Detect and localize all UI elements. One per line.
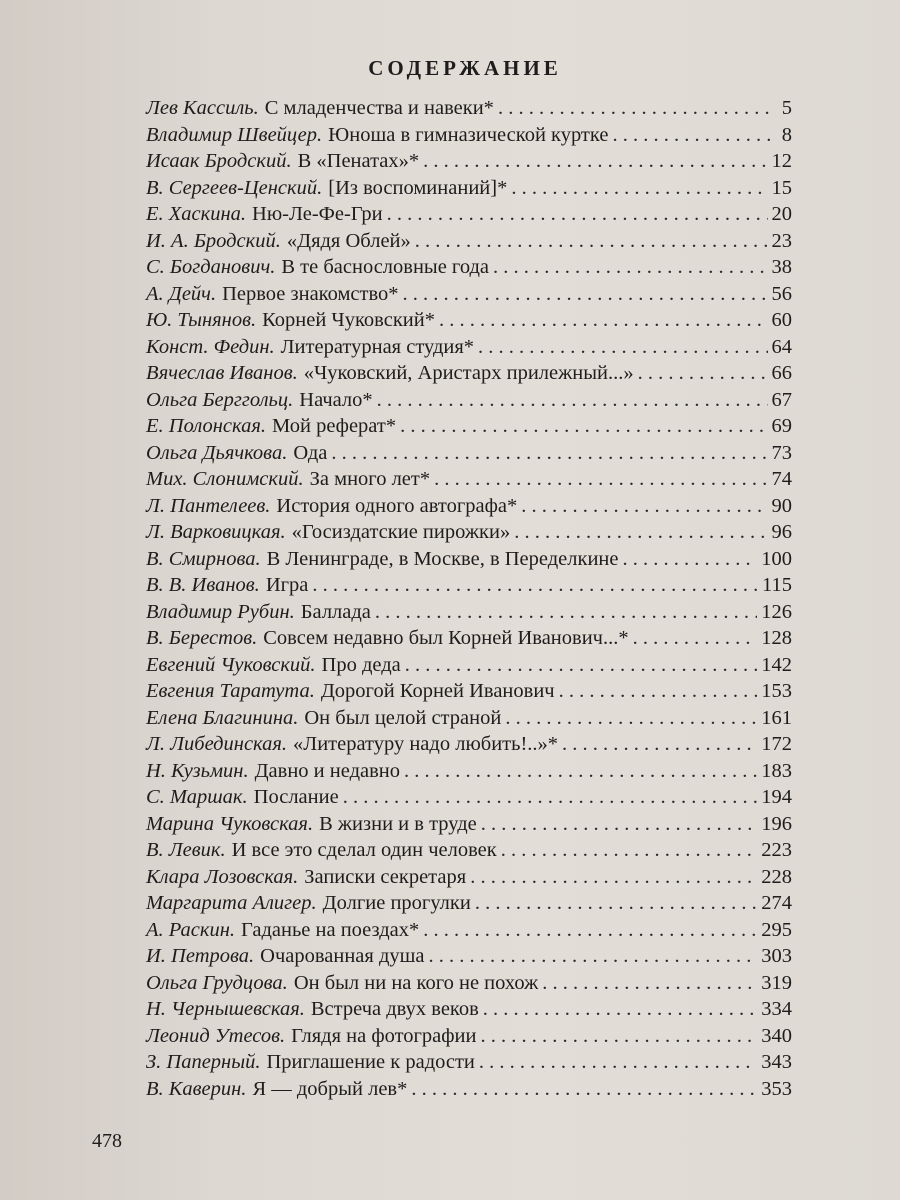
toc-author: Ольга Грудцова. xyxy=(146,971,288,994)
toc-author: Евгений Чуковский. xyxy=(146,653,316,676)
toc-dot-leader xyxy=(434,468,767,491)
toc-entry xyxy=(146,813,792,840)
toc-entry xyxy=(146,124,792,151)
toc-author: Л. Либединская. xyxy=(146,733,288,755)
toc-dot-leader xyxy=(612,124,770,147)
toc-work-title: Ню-Ле-Фе-Гри xyxy=(252,203,383,225)
toc-author: З. Паперный. xyxy=(146,1051,261,1073)
toc-work-title: Глядя на фотографии xyxy=(291,1024,477,1047)
toc-author: Ольга Берггольц. xyxy=(146,388,294,411)
toc-work-title: Начало* xyxy=(299,388,373,411)
toc-page-number: 90 xyxy=(771,494,792,517)
toc-author: Евгения Таратута. xyxy=(146,680,315,702)
toc-work-title: Встреча двух веков xyxy=(310,998,479,1020)
toc-dot-leader xyxy=(470,866,757,889)
toc-dot-leader xyxy=(404,760,757,783)
toc-page-number: 196 xyxy=(761,812,792,835)
toc-entry xyxy=(146,362,792,389)
toc-dot-leader xyxy=(423,919,757,942)
toc-work-title: История одного автографа* xyxy=(276,494,518,517)
toc-entry xyxy=(146,945,792,972)
toc-dot-leader xyxy=(514,521,767,544)
toc-entry xyxy=(146,177,792,204)
toc-work-title: Он был целой страной xyxy=(304,706,502,729)
toc-entry xyxy=(146,230,792,257)
toc-entry xyxy=(146,839,792,866)
toc-page-number: 142 xyxy=(761,653,792,676)
toc-author: Мих. Слонимский. xyxy=(146,468,304,490)
toc-dot-leader xyxy=(415,230,768,253)
toc-page-number: 223 xyxy=(761,839,792,861)
toc-work-title: В «Пенатах»* xyxy=(297,150,420,172)
toc-page-number: 334 xyxy=(761,998,792,1020)
toc-entry xyxy=(146,707,792,734)
toc-dot-leader xyxy=(478,336,767,359)
toc-entry xyxy=(146,97,792,124)
toc-work-title: Литературная студия* xyxy=(280,335,475,358)
toc-work-title: Долгие прогулки xyxy=(322,892,471,914)
toc-entry xyxy=(146,627,792,654)
toc-entry xyxy=(146,468,792,495)
toc-work-title: Мой реферат* xyxy=(272,415,397,437)
toc-dot-leader xyxy=(331,442,767,465)
toc-author: Конст. Федин. xyxy=(146,335,275,358)
toc-entry xyxy=(146,442,792,469)
toc-dot-leader xyxy=(501,839,758,862)
toc-author: И. Петрова. xyxy=(146,945,255,967)
toc-author: Марина Чуковская. xyxy=(146,812,314,835)
toc-page-number: 295 xyxy=(761,918,792,941)
toc-work-title: Записки секретаря xyxy=(304,865,467,888)
toc-page-number: 96 xyxy=(771,521,792,543)
toc-dot-leader xyxy=(559,680,758,703)
toc-page-number: 353 xyxy=(761,1077,792,1100)
toc-dot-leader xyxy=(411,1078,757,1101)
toc-work-title: В жизни и в труде xyxy=(319,812,477,835)
toc-work-title: С младенчества и навеки* xyxy=(264,97,494,119)
toc-page-number: 60 xyxy=(771,309,792,331)
toc-entry xyxy=(146,574,792,601)
toc-page-number: 8 xyxy=(781,123,792,146)
toc-author: И. А. Бродский. xyxy=(146,229,281,252)
toc-dot-leader xyxy=(542,972,757,995)
toc-dot-leader xyxy=(521,495,767,518)
toc-entry xyxy=(146,760,792,787)
toc-page-number: 228 xyxy=(761,865,792,888)
toc-work-title: Я — добрый лев* xyxy=(252,1077,408,1100)
toc-page-number: 20 xyxy=(771,203,792,225)
toc-entry xyxy=(146,998,792,1025)
toc-page-number: 194 xyxy=(761,786,792,808)
toc-author: Владимир Рубин. xyxy=(146,600,295,623)
toc-dot-leader xyxy=(638,362,768,385)
toc-entry xyxy=(146,733,792,760)
toc-dot-leader xyxy=(423,150,767,173)
toc-work-title: Про деда xyxy=(321,653,401,676)
toc-work-title: И все это сделал один человек xyxy=(231,839,497,861)
toc-author: С. Маршак. xyxy=(146,786,248,808)
toc-entry xyxy=(146,919,792,946)
toc-dot-leader xyxy=(429,945,758,968)
toc-entry xyxy=(146,866,792,893)
toc-entry xyxy=(146,601,792,628)
toc-work-title: Первое знакомство* xyxy=(222,282,399,305)
toc-page-number: 12 xyxy=(771,150,792,172)
toc-dot-leader xyxy=(633,627,758,650)
toc-page-number: 69 xyxy=(771,415,792,437)
toc-page-number: 153 xyxy=(761,680,792,702)
toc-dot-leader xyxy=(375,601,757,624)
toc-entry xyxy=(146,309,792,336)
toc-author: Ю. Тынянов. xyxy=(146,309,257,331)
toc-entry xyxy=(146,150,792,177)
toc-entry xyxy=(146,1051,792,1078)
toc-dot-leader xyxy=(439,309,768,332)
toc-author: Исаак Бродский. xyxy=(146,150,292,172)
toc-dot-leader xyxy=(405,654,757,677)
toc-entry xyxy=(146,521,792,548)
toc-work-title: «Литературу надо любить!..»* xyxy=(293,733,559,755)
toc-author: Н. Кузьмин. xyxy=(146,759,249,782)
page-number: 478 xyxy=(92,1130,122,1152)
toc-dot-leader xyxy=(505,707,757,730)
toc-dot-leader xyxy=(493,256,767,279)
toc-entry xyxy=(146,1078,792,1105)
toc-author: Ольга Дьячкова. xyxy=(146,441,288,464)
toc-page-number: 126 xyxy=(761,600,792,623)
toc-entry xyxy=(146,389,792,416)
toc-author: Елена Благинина. xyxy=(146,706,299,729)
toc-author: В. Каверин. xyxy=(146,1077,247,1100)
toc-dot-leader xyxy=(498,97,770,120)
toc-page-number: 5 xyxy=(781,97,792,119)
toc-entry xyxy=(146,548,792,575)
toc-page-number: 319 xyxy=(761,971,792,994)
toc-author: В. В. Иванов. xyxy=(146,574,260,596)
toc-author: В. Сергеев-Ценский. xyxy=(146,176,323,199)
toc-page-number: 128 xyxy=(761,627,792,649)
toc-work-title: Послание xyxy=(253,786,339,808)
toc-page-number: 172 xyxy=(761,733,792,755)
toc-entry xyxy=(146,892,792,919)
toc-author: С. Богданович. xyxy=(146,256,276,278)
toc-page-number: 56 xyxy=(771,282,792,305)
toc-author: Н. Чернышевская. xyxy=(146,998,305,1020)
toc-work-title: Приглашение к радости xyxy=(266,1051,475,1073)
toc-page-number: 64 xyxy=(771,335,792,358)
toc-work-title: В Ленинграде, в Москве, в Переделкине xyxy=(266,547,619,570)
toc-page-number: 161 xyxy=(761,706,792,729)
toc-page-number: 15 xyxy=(771,176,792,199)
toc-author: В. Смирнова. xyxy=(146,547,261,570)
toc-dot-leader xyxy=(343,786,758,809)
toc-work-title: «Госиздатские пирожки» xyxy=(291,521,511,543)
toc-page-number: 38 xyxy=(771,256,792,278)
toc-author: Е. Полонская. xyxy=(146,415,267,437)
toc-author: Вячеслав Иванов. xyxy=(146,362,298,384)
toc-work-title: Совсем недавно был Корней Иванович...* xyxy=(263,627,629,649)
toc-work-title: В те баснословные года xyxy=(281,256,490,278)
toc-work-title: Игра xyxy=(265,574,309,596)
toc-author: В. Берестов. xyxy=(146,627,258,649)
toc-entry xyxy=(146,1025,792,1052)
toc-work-title: Очарованная душа xyxy=(260,945,425,967)
toc-page-number: 343 xyxy=(761,1051,792,1073)
toc-author: Маргарита Алигер. xyxy=(146,892,317,914)
toc-page-number: 73 xyxy=(771,441,792,464)
toc-dot-leader xyxy=(475,892,757,915)
toc-work-title: Юноша в гимназической куртке xyxy=(328,123,609,146)
toc-author: А. Дейч. xyxy=(146,282,217,305)
toc-work-title: Он был ни на кого не похож xyxy=(293,971,539,994)
toc-work-title: Корней Чуковский* xyxy=(262,309,435,331)
toc-entry xyxy=(146,972,792,999)
toc-dot-leader xyxy=(623,548,758,571)
toc-author: Леонид Утесов. xyxy=(146,1024,286,1047)
toc-entry xyxy=(146,680,792,707)
toc-work-title: Баллада xyxy=(300,600,371,623)
toc-dot-leader xyxy=(483,998,757,1021)
toc-entry xyxy=(146,786,792,813)
toc-entry xyxy=(146,336,792,363)
toc-author: Л. Варковицкая. xyxy=(146,521,286,543)
toc-page-number: 67 xyxy=(771,388,792,411)
toc-dot-leader xyxy=(312,574,758,597)
toc-work-title: «Дядя Облей» xyxy=(286,229,411,252)
toc-work-title: Давно и недавно xyxy=(254,759,401,782)
toc-author: А. Раскин. xyxy=(146,918,235,941)
toc-page-number: 274 xyxy=(761,892,792,914)
toc-page-number: 183 xyxy=(761,759,792,782)
toc-dot-leader xyxy=(481,1025,758,1048)
toc-entry xyxy=(146,415,792,442)
toc-page-number: 100 xyxy=(761,547,792,570)
toc-work-title: Дорогой Корней Иванович xyxy=(320,680,555,702)
toc-entry xyxy=(146,283,792,310)
toc-author: В. Левик. xyxy=(146,839,226,861)
toc-work-title: «Чуковский, Аристарх прилежный...» xyxy=(303,362,634,384)
toc-dot-leader xyxy=(562,733,757,756)
toc-dot-leader xyxy=(400,415,767,438)
toc-page-number: 303 xyxy=(761,945,792,967)
toc-author: Лев Кассиль. xyxy=(146,97,259,119)
toc-page-number: 66 xyxy=(771,362,792,384)
toc-author: Л. Пантелеев. xyxy=(146,494,271,517)
toc-work-title: [Из воспоминаний]* xyxy=(328,176,508,199)
toc-page-number: 340 xyxy=(761,1024,792,1047)
toc-entry xyxy=(146,203,792,230)
toc-author: Клара Лозовская. xyxy=(146,865,299,888)
toc-page-number: 23 xyxy=(771,229,792,252)
toc-work-title: Гаданье на поездах* xyxy=(241,918,420,941)
page-title: СОДЕРЖАНИЕ xyxy=(368,56,562,80)
toc-work-title: За много лет* xyxy=(309,468,431,490)
toc-dot-leader xyxy=(403,283,768,306)
toc-page-number: 74 xyxy=(771,468,792,490)
toc-dot-leader xyxy=(481,813,757,836)
toc-work-title: Ода xyxy=(293,441,328,464)
toc-entry xyxy=(146,654,792,681)
toc-dot-leader xyxy=(387,203,768,226)
toc-dot-leader xyxy=(377,389,768,412)
toc-author: Владимир Швейцер. xyxy=(146,123,323,146)
toc-author: Е. Хаскина. xyxy=(146,203,247,225)
table-of-contents xyxy=(146,97,792,1104)
toc-dot-leader xyxy=(479,1051,757,1074)
toc-entry xyxy=(146,495,792,522)
toc-page-number: 115 xyxy=(762,574,792,596)
toc-dot-leader xyxy=(511,177,767,200)
toc-entry xyxy=(146,256,792,283)
